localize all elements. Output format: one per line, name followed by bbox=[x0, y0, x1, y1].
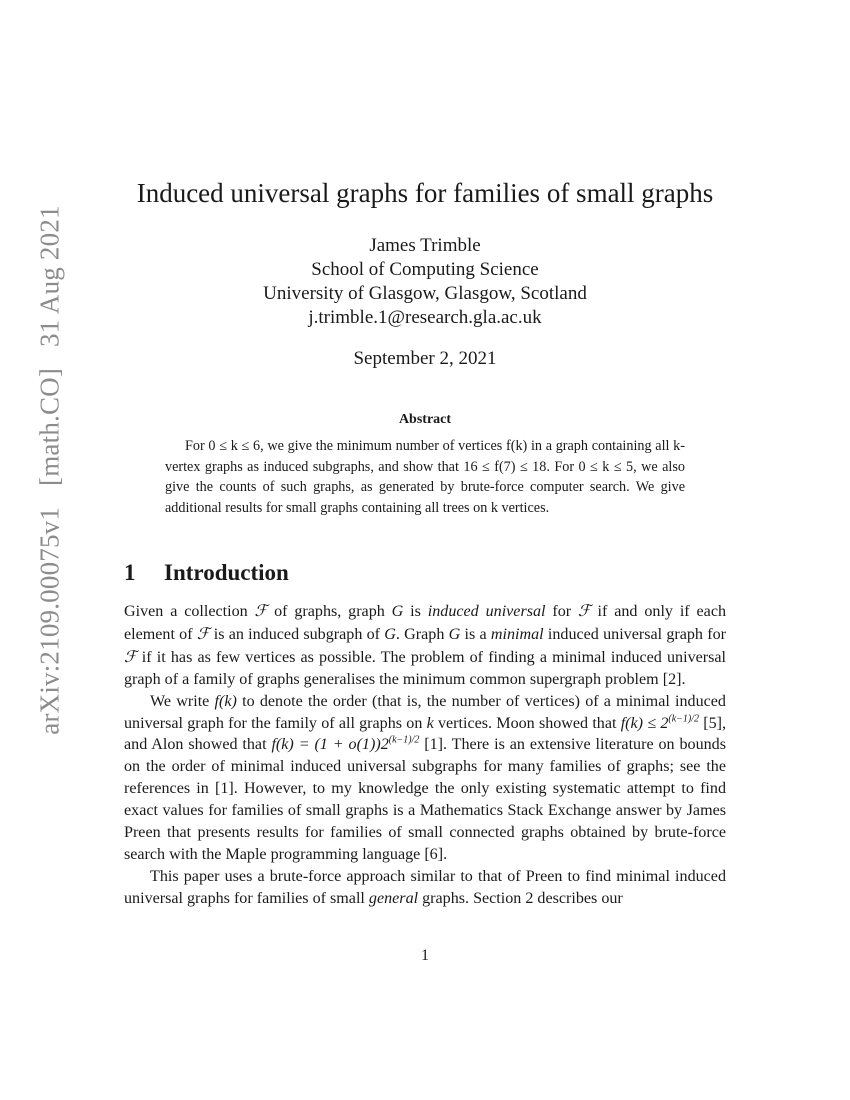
emphasis-general: general bbox=[368, 889, 419, 907]
emphasis-induced-universal: induced universal bbox=[427, 603, 546, 620]
author-institution: University of Glasgow, Glasgow, Scotland bbox=[263, 283, 587, 304]
abstract-text: For 0 ≤ k ≤ 6, we give the minimum number of vertices f(k) in a graph containing all k-vertex graphs as induced subgraphs, and show that 16 ≤ f(7) ≤ 18. For 0 ≤ k ≤ 5, we also give the counts of such graphs, as generated by brute-force computer search. We give additional results for small graphs containing all trees on k vertices. bbox=[165, 438, 685, 516]
section-number: 1 bbox=[124, 560, 136, 585]
paragraph-3: This paper uses a brute-force approach similar to that of Preen to find minimal induced universal graphs for families of small general graphs. Section 2 describes our bbox=[124, 867, 726, 907]
paper-title: Induced universal graphs for families of small graphs bbox=[136, 178, 714, 208]
section-title: Introduction bbox=[164, 560, 289, 585]
math-family-F: ℱ bbox=[254, 601, 268, 620]
math-moon-bound: $f(k) \le 2^{(k-1)/2}$ bbox=[620, 713, 699, 732]
section-heading bbox=[124, 560, 289, 586]
paragraph-1: Given a collection ℱ of graphs, graph G is induced universal for ℱ if and only if each element of ℱ is an induced subgraph of G. Graph G is a minimal induced universal graph for ℱ if it has as few vertices as possible. The problem of finding a minimal induced universal graph of a family of graphs generalises the minimum common supergraph problem [2]. bbox=[124, 601, 727, 688]
math-f-of-k: f(k) bbox=[214, 692, 237, 710]
author-email: j.trimble.1@research.gla.ac.uk bbox=[308, 307, 542, 328]
arxiv-id: arXiv:2109.00075v1 bbox=[34, 506, 65, 735]
math-graph-G: G bbox=[391, 603, 404, 620]
emphasis-minimal: minimal bbox=[490, 625, 544, 643]
introduction-body bbox=[124, 600, 726, 910]
math-alon-bound: $f(k) = (1 + o(1))2^{(k-1)/2}$ bbox=[271, 735, 420, 754]
author-block bbox=[0, 234, 850, 330]
arxiv-date: 31 Aug 2021 bbox=[34, 205, 65, 347]
abstract-heading: Abstract bbox=[398, 412, 452, 427]
paper-date: September 2, 2021 bbox=[353, 348, 497, 369]
author-name: James Trimble bbox=[369, 235, 481, 256]
author-department: School of Computing Science bbox=[311, 259, 539, 280]
page-number: 1 bbox=[421, 947, 429, 964]
arxiv-category: [math.CO] bbox=[34, 367, 65, 486]
paragraph-2: We write f(k) to denote the order (that is, the number of vertices) of a minimal induced universal graph for the family of all graphs on k vertices. Moon showed that $f(k) \le 2^{(k-1)/2}$ [5], and Alon showed that $f(k) = (1 + o(1))2^{(k-1)/2}$ [1]. There is an extensive literature on bounds on the order of minimal induced universal subgraphs for many families of graphs; see the references in [1]. However, to my knowledge the only existing systematic attempt to find exact values for families of small graphs is a Mathematics Stack Exchange answer by James Preen that presents results for families of small connected graphs obtained by brute-force search with the Maple programming language [6]. bbox=[124, 692, 727, 863]
